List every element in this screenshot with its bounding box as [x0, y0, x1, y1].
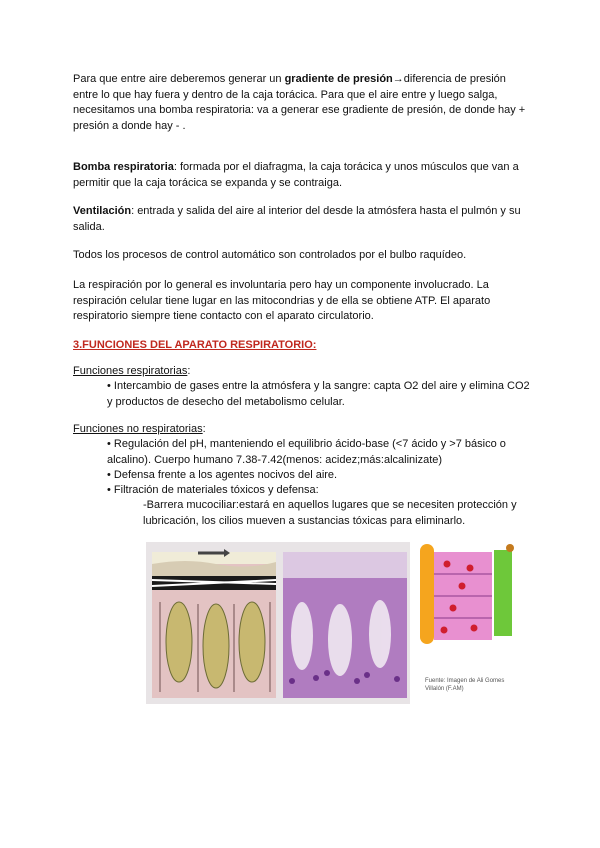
p1-text-post: →diferencia de presión entre lo que hay fuera y dentro de la caja torácica. Para que el aire entre y luego salga, necesitamos una bomba respiratoria: va a generar ese gradiente de presión, de donde hay + presión a donde hay - . — [73, 73, 526, 132]
p1-bold-term: gradiente de presión — [284, 73, 393, 85]
p5-text: La respiración por lo general es involuntaria pero hay un componente involucrado. La respiración celular tiene lugar en las mitocondrias y de ella se obtiene ATP. El aparato respiratorio siempre tiene contacto con el aparato circulatorio. — [73, 279, 491, 322]
section-heading — [73, 338, 533, 354]
paragraph-gradient — [73, 72, 533, 134]
paragraph-bulbo — [73, 248, 533, 264]
noresp-item-text: • Regulación del pH, manteniendo el equilibrio ácido-base (<7 ácido y >7 básico o alcalino). Cuerpo humano 7.38-7.42(menos: acidez;más:alcalinizate) — [107, 438, 506, 466]
noresp-item-1 — [107, 437, 535, 468]
p4-text: Todos los procesos de control automático son controlados por el bulbo raquídeo. — [73, 249, 467, 261]
resp-item-text: • Intercambio de gases entre la atmósfera y la sangre: capta O2 del aire y elimina CO2 y productos de desecho del metabolismo celular. — [107, 380, 530, 408]
noresp-subitem-text: -Barrera mucociliar:estará en aquellos lugares que se necesiten protección y lubricación, los cilios mueven a sustancias tóxicas para eliminarlo. — [143, 499, 517, 527]
p3-bold-term: Ventilación — [73, 205, 132, 217]
noresp-item-text: • Filtración de materiales tóxicos y defensa: — [107, 484, 319, 496]
p2-bold-term: Bomba respiratoria — [73, 161, 174, 173]
noresp-subitem — [143, 498, 535, 529]
paragraph-bomba — [73, 160, 533, 191]
noresp-title-colon: : — [202, 423, 206, 435]
epithelium-figures — [146, 542, 410, 704]
p3-text: : entrada y salida del aire al interior del desde la atmósfera hasta el pulmón y su salida. — [73, 205, 521, 233]
p1-text-pre: Para que entre aire deberemos generar un — [73, 73, 285, 85]
noresp-item-2 — [107, 468, 535, 484]
p2-text: : formada por el diafragma, la caja torácica y unos músculos que van a permitir que la caja torácica se expanda y se contraiga. — [73, 161, 519, 189]
epithelium-illustration — [146, 542, 410, 704]
noresp-title — [73, 422, 533, 438]
resp-item-1 — [107, 379, 535, 410]
noresp-item-text: • Defensa frente a los agentes nocivos del aire. — [107, 469, 338, 481]
noresp-title-text: Funciones no respiratorias — [73, 423, 203, 435]
paragraph-ventilacion — [73, 204, 533, 235]
noresp-item-3 — [107, 483, 535, 499]
resp-title — [73, 364, 533, 380]
figure-credit: Fuente: Imagen de Ali Gomes Villalón (F.AM) — [425, 678, 505, 692]
resp-title-text: Funciones respiratorias — [73, 365, 188, 377]
mucociliary-diagram — [414, 540, 524, 648]
resp-title-colon: : — [187, 365, 191, 377]
heading-text: 3.FUNCIONES DEL APARATO RESPIRATORIO: — [73, 339, 317, 351]
paragraph-respiracion — [73, 278, 533, 325]
